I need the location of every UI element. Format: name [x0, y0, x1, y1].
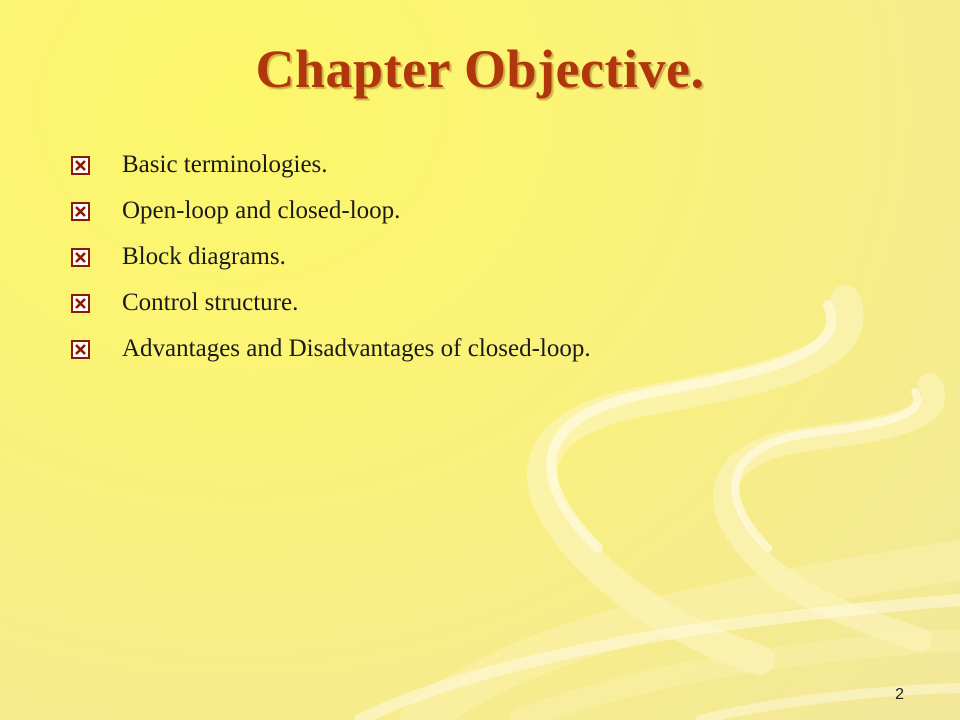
list-item	[64, 188, 591, 234]
boxed-x-icon	[71, 248, 90, 267]
list-item-text: Open-loop and closed-loop.	[122, 197, 401, 224]
list-item-text: Block diagrams.	[122, 243, 286, 270]
boxed-x-icon	[71, 156, 90, 175]
list-item	[64, 326, 591, 372]
objectives-list	[64, 142, 591, 372]
list-item-text: Advantages and Disadvantages of closed-loop.	[122, 335, 591, 362]
page-number: 2	[895, 686, 904, 703]
list-item	[64, 280, 591, 326]
list-item	[64, 142, 591, 188]
list-item	[64, 234, 591, 280]
list-item-text: Control structure.	[122, 289, 299, 316]
slide-title: Chapter Objective.	[255, 39, 705, 99]
boxed-x-icon	[71, 202, 90, 221]
boxed-x-icon	[71, 340, 90, 359]
list-item-text: Basic terminologies.	[122, 151, 328, 178]
boxed-x-icon	[71, 294, 90, 313]
